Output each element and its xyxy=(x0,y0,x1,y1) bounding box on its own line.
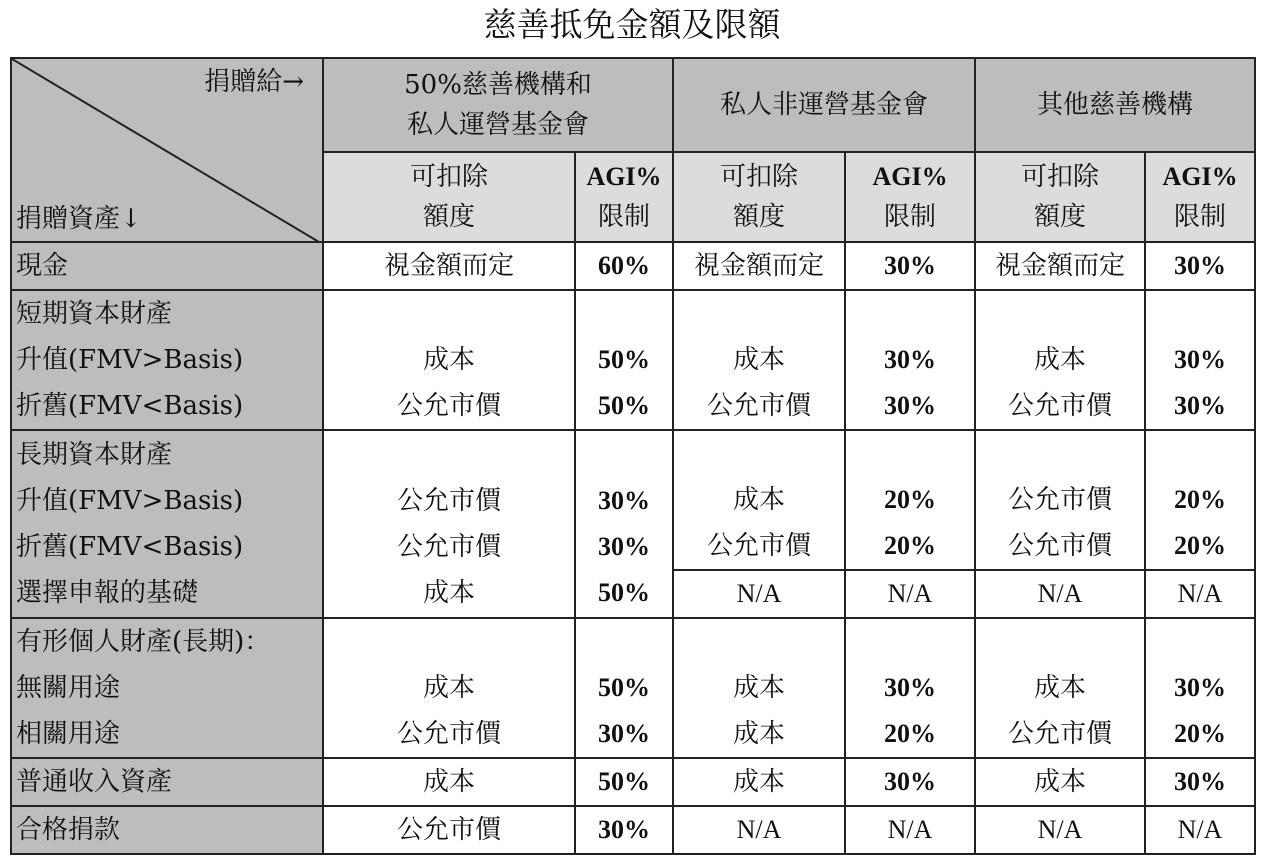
table-cell: N/A xyxy=(975,806,1145,854)
table-cell: 視金額而定 xyxy=(975,242,1145,290)
table-cell: 30% xyxy=(845,758,975,806)
group-header-private-nonop: 私人非運營基金會 xyxy=(673,58,975,152)
table-cell-stack xyxy=(975,290,1145,430)
subheader-deduct-line1: 可扣除 xyxy=(720,162,799,192)
table-cell: 50% xyxy=(598,391,650,420)
row-sublabel: 相關用途 xyxy=(16,719,121,749)
subheader-agi-line1: AGI% xyxy=(1162,162,1238,191)
table-cell: 公允市價 xyxy=(1008,531,1113,561)
table-cell: 成本 xyxy=(422,345,475,375)
table-cell-stack xyxy=(673,618,845,758)
table-cell-stack xyxy=(975,430,1145,570)
table-cell-stack xyxy=(575,618,673,758)
table-cell-stack xyxy=(323,618,575,758)
subheader-agi-line2: 限制 xyxy=(1174,202,1227,232)
row-label: 普通收入資產 xyxy=(11,758,323,806)
row-sublabel: 升值(FMV>Basis) xyxy=(16,345,244,375)
page-title: 慈善抵免金額及限額 xyxy=(483,5,781,44)
table-cell: 50% xyxy=(598,578,650,607)
subheader-deduct xyxy=(323,152,575,242)
table-cell: 30% xyxy=(598,486,650,515)
table-cell: 公允市價 xyxy=(707,391,812,421)
table-cell: 成本 xyxy=(1034,673,1087,703)
table-cell: 30% xyxy=(598,719,650,748)
subheader-deduct-line2: 額度 xyxy=(1034,202,1087,232)
row-label: 長期資本財產 xyxy=(16,440,173,470)
table-cell: 成本 xyxy=(733,719,786,749)
table-cell: 視金額而定 xyxy=(323,242,575,290)
row-sublabel: 折舊(FMV<Basis) xyxy=(16,391,244,421)
subheader-agi-line1: AGI% xyxy=(872,162,948,191)
table-cell: 20% xyxy=(1174,485,1227,514)
row-label: 現金 xyxy=(11,242,323,290)
table-cell: 30% xyxy=(884,391,937,420)
row-sublabel: 無關用途 xyxy=(16,673,121,703)
table-cell: 20% xyxy=(884,485,937,514)
table-cell: 30% xyxy=(575,806,673,854)
table-cell-stack xyxy=(1145,290,1255,430)
table-cell: 公允市價 xyxy=(323,806,575,854)
table-cell: 60% xyxy=(575,242,673,290)
group-header-50pct xyxy=(323,58,673,152)
table-cell: N/A xyxy=(673,806,845,854)
table-cell-stack xyxy=(1145,618,1255,758)
row-label: 短期資本財產 xyxy=(16,299,173,329)
table-cell: 公允市價 xyxy=(396,719,501,749)
table-row-long-term xyxy=(11,430,1255,570)
row-sublabel: 升值(FMV>Basis) xyxy=(16,486,244,516)
row-label: 有形個人財產(長期)： xyxy=(16,627,271,657)
subheader-agi-line2: 限制 xyxy=(884,202,937,232)
table-cell: 30% xyxy=(1174,391,1227,420)
table-cell: 20% xyxy=(884,719,937,748)
subheader-agi-line2: 限制 xyxy=(598,202,651,232)
table-cell: 視金額而定 xyxy=(673,242,845,290)
table-cell-stack xyxy=(575,430,673,618)
table-cell: 公允市價 xyxy=(707,531,812,561)
table-cell-stack xyxy=(975,618,1145,758)
subheader-agi xyxy=(575,152,673,242)
table-cell: 公允市價 xyxy=(1008,391,1113,421)
table-cell: 成本 xyxy=(733,345,786,375)
table-cell: N/A xyxy=(673,570,845,618)
table-cell: 30% xyxy=(1174,673,1227,702)
table-cell: 20% xyxy=(884,531,937,560)
group-header-other: 其他慈善機構 xyxy=(975,58,1255,152)
table-cell-stack xyxy=(845,618,975,758)
table-cell-stack xyxy=(845,290,975,430)
table-cell: 50% xyxy=(598,673,650,702)
table-cell: 公允市價 xyxy=(396,391,501,421)
subheader-deduct xyxy=(673,152,845,242)
subheader-deduct-line1: 可扣除 xyxy=(1021,162,1100,192)
charity-deduction-table xyxy=(10,57,1256,855)
table-cell: 成本 xyxy=(323,758,575,806)
asset-label: 捐贈資產↓ xyxy=(16,204,142,234)
table-cell: 成本 xyxy=(975,758,1145,806)
give-to-label: 捐贈給→ xyxy=(204,67,304,97)
table-cell: 50% xyxy=(575,758,673,806)
table-cell-stack xyxy=(673,430,845,570)
row-label-group xyxy=(11,430,323,618)
table-row-ordinary xyxy=(11,758,1255,806)
table-cell: 50% xyxy=(598,345,650,374)
table-cell: 30% xyxy=(598,532,650,561)
table-cell: 成本 xyxy=(1034,345,1087,375)
table-cell: 30% xyxy=(884,345,937,374)
table-cell: 成本 xyxy=(733,673,786,703)
table-cell: 成本 xyxy=(422,578,475,608)
table-row-tangible xyxy=(11,618,1255,758)
table-cell: 成本 xyxy=(733,485,786,515)
table-cell: 公允市價 xyxy=(396,486,501,516)
table-cell: 30% xyxy=(1145,242,1255,290)
table-cell-stack xyxy=(323,430,575,618)
row-label: 合格捐款 xyxy=(11,806,323,854)
table-cell: 公允市價 xyxy=(1008,719,1113,749)
table-cell: N/A xyxy=(845,806,975,854)
group-header-line1: 50%慈善機構和 xyxy=(404,70,592,100)
subheader-agi xyxy=(1145,152,1255,242)
table-row-cash xyxy=(11,242,1255,290)
table-cell: 30% xyxy=(845,242,975,290)
row-sublabel: 折舊(FMV<Basis) xyxy=(16,532,244,562)
table-cell: 成本 xyxy=(422,673,475,703)
corner-header xyxy=(11,58,323,242)
table-cell: N/A xyxy=(1145,806,1255,854)
subheader-deduct-line2: 額度 xyxy=(422,202,475,232)
table-cell-stack xyxy=(673,290,845,430)
subheader-agi-line1: AGI% xyxy=(586,162,662,191)
table-cell: 20% xyxy=(1174,719,1227,748)
row-label-group xyxy=(11,618,323,758)
table-cell-stack xyxy=(845,430,975,570)
table-row-qualified xyxy=(11,806,1255,854)
subheader-deduct-line1: 可扣除 xyxy=(409,162,488,192)
subheader-deduct-line2: 額度 xyxy=(733,202,786,232)
table-cell-stack xyxy=(1145,430,1255,570)
table-cell: 30% xyxy=(884,673,937,702)
table-cell: 30% xyxy=(1174,345,1227,374)
table-row-short-term xyxy=(11,290,1255,430)
table-cell: 30% xyxy=(1145,758,1255,806)
row-sublabel: 選擇申報的基礎 xyxy=(16,578,199,608)
table-cell: 20% xyxy=(1174,531,1227,560)
table-cell-stack xyxy=(575,290,673,430)
row-label-group xyxy=(11,290,323,430)
table-cell: 公允市價 xyxy=(1008,485,1113,515)
group-header-line2: 私人運營基金會 xyxy=(407,110,590,140)
table-cell: N/A xyxy=(975,570,1145,618)
table-cell: N/A xyxy=(1145,570,1255,618)
subheader-deduct xyxy=(975,152,1145,242)
subheader-agi xyxy=(845,152,975,242)
table-cell-stack xyxy=(323,290,575,430)
table-cell: 成本 xyxy=(673,758,845,806)
table-cell: 公允市價 xyxy=(396,532,501,562)
table-cell: N/A xyxy=(845,570,975,618)
